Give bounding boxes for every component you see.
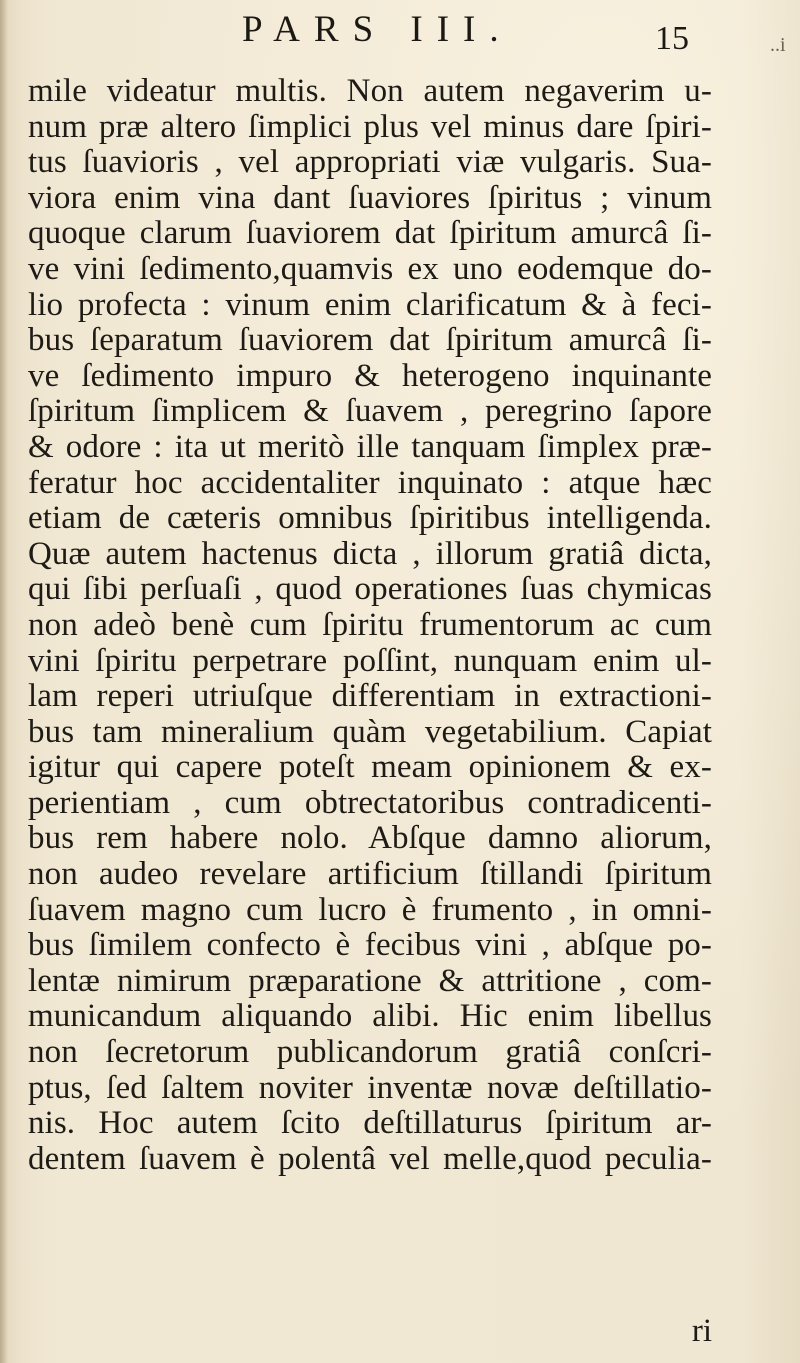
text-line: num præ altero ſimplici plus vel minus dare ſpiri- (28, 108, 712, 145)
text-line: & odore : ita ut meritò ille tanquam ſimplex præ- (28, 428, 712, 465)
catchword: ri (691, 1313, 712, 1349)
text-line: ſuavem magno cum lucro è frumento , in omni- (28, 891, 712, 928)
page-number: 15 (655, 20, 689, 57)
text-line: Quæ autem hactenus dicta , illorum gratiâ dicta, (28, 535, 712, 572)
text-line: vini ſpiritu perpetrare poſſint, nunquam enim ul- (28, 642, 712, 679)
text-line: bus tam mineralium quàm vegetabilium. Capiat (28, 713, 712, 750)
text-line: lentæ nimirum præparatione & attritione , com- (28, 962, 712, 999)
text-line: quoque clarum ſuaviorem dat ſpiritum amurcâ ſi- (28, 215, 712, 252)
text-line: bus rem habere nolo. Abſque damno aliorum, (28, 820, 712, 857)
text-line: perientiam , cum obtrectatoribus contradicenti- (28, 784, 712, 821)
text-line: lio profecta : vinum enim clarificatum & à feci- (28, 286, 712, 323)
text-line: bus ſeparatum ſuaviorem dat ſpiritum amurcâ ſi- (28, 322, 712, 359)
text-line: etiam de cæteris omnibus ſpiritibus intelligenda. (28, 500, 712, 537)
text-line: viora enim vina dant ſuaviores ſpiritus ; vinum (28, 179, 712, 216)
margin-mark: ..i (770, 34, 786, 56)
text-line: bus ſimilem confecto è fecibus vini , abſque po- (28, 927, 712, 964)
text-line: tus ſuavioris , vel appropriati viæ vulgaris. Sua- (28, 144, 712, 181)
text-line: feratur hoc accidentaliter inquinato : atque hæc (28, 464, 712, 501)
text-line: mile videatur multis. Non autem negaverim u- (28, 73, 712, 109)
text-line: non audeo revelare artificium ſtillandi ſpiritum (28, 856, 712, 893)
text-line: non adeò benè cum ſpiritu frumentorum ac cum (28, 606, 712, 643)
text-line: lam reperi utriuſque differentiam in extractioni- (28, 678, 712, 715)
text-line: igitur qui capere poteſt meam opinionem & ex- (28, 749, 712, 786)
text-line: municandum aliquando alibi. Hic enim libellus (28, 998, 712, 1035)
text-line: qui ſibi perſuaſi , quod operationes ſuas chymicas (28, 571, 712, 608)
text-line: nis. Hoc autem ſcito deſtillaturus ſpiritum ar- (28, 1105, 712, 1142)
text-line: ptus, ſed ſaltem noviter inventæ novæ deſtillatio- (28, 1069, 712, 1106)
text-line: ſpiritum ſimplicem & ſuavem , peregrino ſapore (28, 393, 712, 430)
text-line: ve vini ſedimento,quamvis ex uno eodemque do- (28, 250, 712, 287)
page-gutter-shadow (0, 0, 8, 1363)
text-line: dentem ſuavem è polentâ vel melle,quod peculia- (28, 1140, 712, 1177)
text-line: ve ſedimento impuro & heterogeno inquinante (28, 357, 712, 394)
text-line: non ſecretorum publicandorum gratiâ conſcri- (28, 1034, 712, 1071)
body-text (28, 74, 712, 1177)
running-head: PARS III. (242, 9, 513, 50)
catchword-row (28, 1313, 712, 1349)
